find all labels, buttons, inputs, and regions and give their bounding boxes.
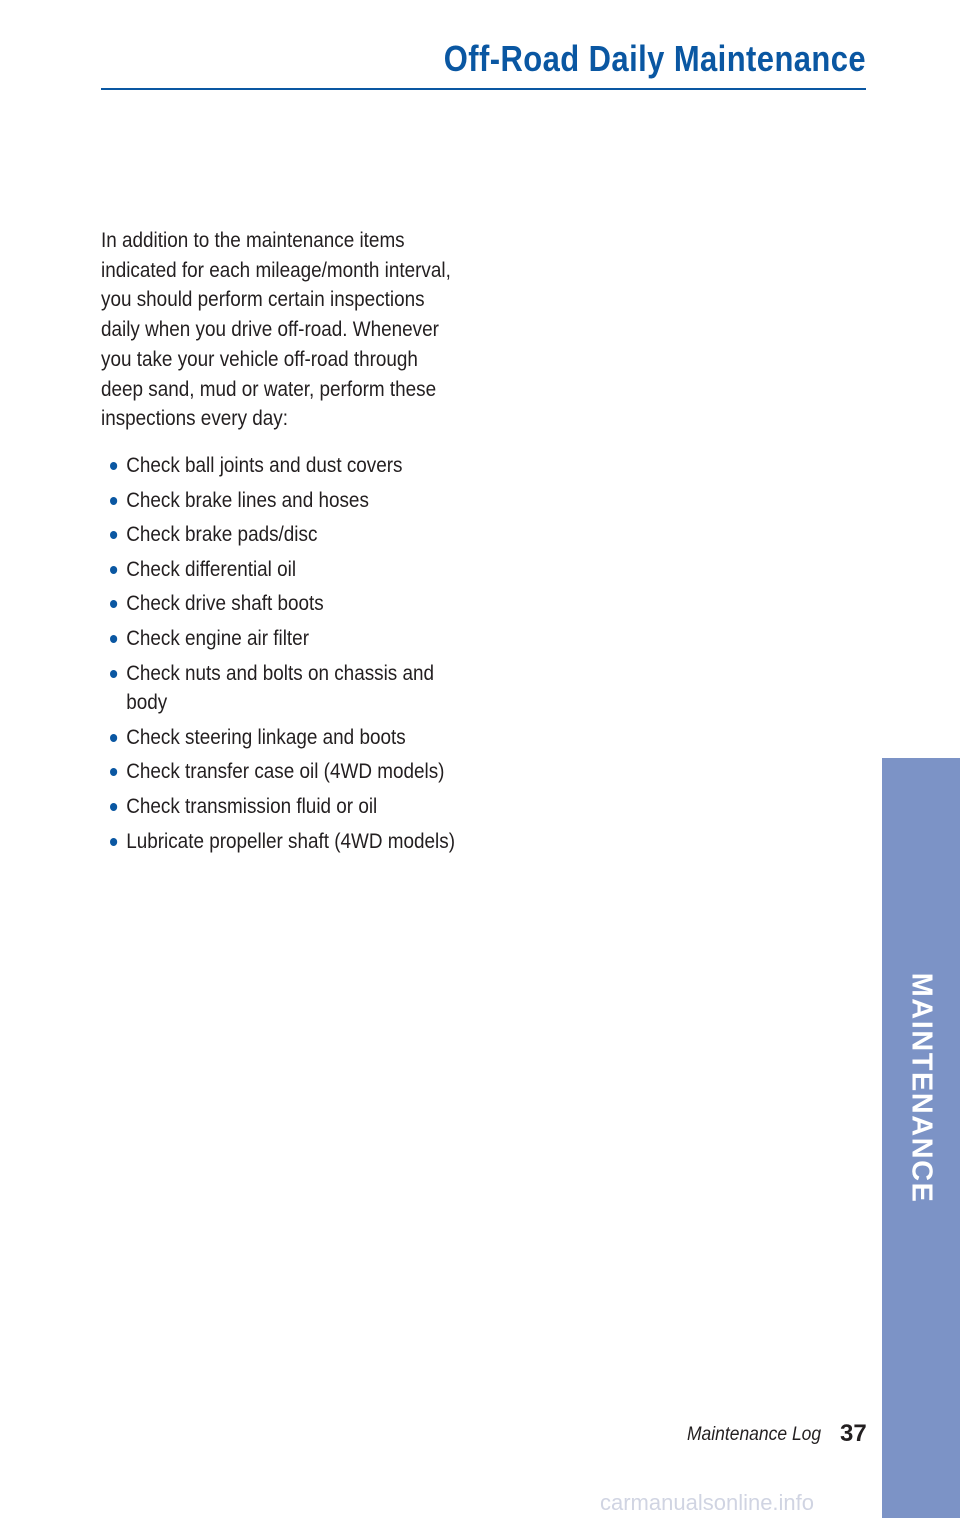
bullet-icon	[110, 497, 117, 505]
list-item	[101, 555, 470, 585]
list-item-text: Check nuts and bolts on chassis and body	[126, 661, 435, 715]
bullet-icon	[110, 566, 117, 574]
section-tab	[882, 758, 960, 1518]
list-item-text: Check engine air filter	[126, 626, 309, 650]
bullet-icon	[110, 734, 117, 742]
bullet-icon	[110, 670, 117, 678]
bullet-icon	[110, 462, 117, 470]
list-item-text: Check transfer case oil (4WD models)	[126, 760, 445, 784]
bullet-icon	[110, 531, 117, 539]
inspection-checklist	[101, 451, 470, 861]
bullet-icon	[110, 635, 117, 643]
section-tab-label: MAINTENANCE	[905, 972, 938, 1204]
list-item-text: Check brake lines and hoses	[126, 488, 369, 512]
list-item-text: Check ball joints and dust covers	[126, 454, 403, 477]
watermark: carmanualsonline.info	[600, 1490, 815, 1515]
bullet-icon	[110, 838, 117, 846]
list-item	[101, 792, 470, 822]
list-item	[101, 486, 470, 516]
page-number: 37	[840, 1420, 867, 1447]
list-item	[101, 624, 470, 654]
list-item	[101, 659, 470, 718]
list-item-text: Lubricate propeller shaft (4WD models)	[126, 829, 455, 853]
list-item	[101, 827, 470, 857]
title-divider	[101, 88, 866, 90]
list-item	[101, 520, 470, 550]
list-item-text: Check drive shaft boots	[126, 592, 324, 616]
list-item	[101, 589, 470, 619]
list-item-text: Check brake pads/disc	[126, 523, 318, 547]
bullet-icon	[110, 768, 117, 776]
list-item	[101, 451, 470, 481]
list-item	[101, 723, 470, 753]
bullet-icon	[110, 803, 117, 811]
list-item	[101, 757, 470, 787]
page-title: Off-Road Daily Maintenance	[443, 38, 866, 79]
footer-section-label: Maintenance Log	[687, 1424, 822, 1445]
list-item-text: Check differential oil	[126, 557, 297, 581]
intro-paragraph: In addition to the maintenance items indicated for each mileage/month interval, you should perform certain inspections daily when you drive off-road. Whenever you take your vehicle off-road through deep sand, mud or water, perform these inspections every day:	[101, 229, 451, 431]
list-item-text: Check transmission fluid or oil	[126, 795, 378, 819]
list-item-text: Check steering linkage and boots	[126, 725, 406, 749]
bullet-icon	[110, 600, 117, 608]
